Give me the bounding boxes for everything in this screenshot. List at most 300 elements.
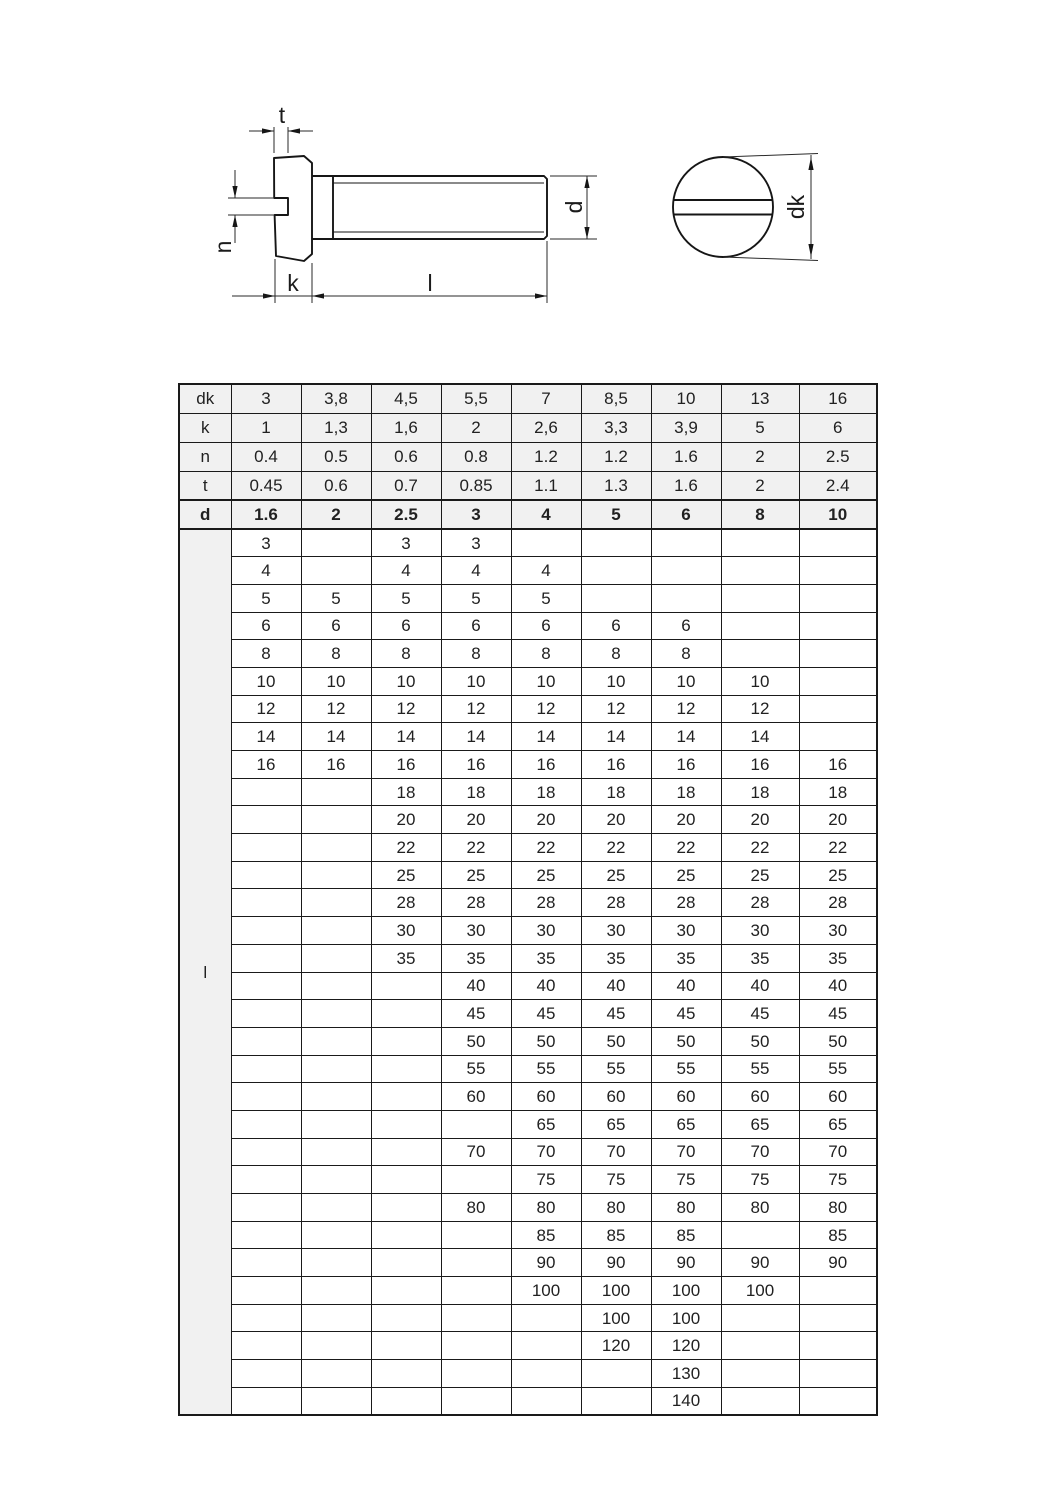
dimension-table-section <box>178 383 878 1416</box>
length-cell: 55 <box>441 1055 511 1083</box>
param-cell: 0.85 <box>441 471 511 500</box>
length-cell: 16 <box>371 751 441 779</box>
param-cell: 1.2 <box>511 442 581 471</box>
length-cell: 35 <box>511 944 581 972</box>
length-cell <box>301 1221 371 1249</box>
length-cell: 25 <box>799 861 877 889</box>
length-row <box>179 1249 877 1277</box>
length-cell <box>231 1221 301 1249</box>
param-cell: 0.45 <box>231 471 301 500</box>
length-cell: 6 <box>651 612 721 640</box>
length-cell <box>371 1000 441 1028</box>
length-cell <box>371 1166 441 1194</box>
length-cell: 14 <box>301 723 371 751</box>
length-cell: 10 <box>231 667 301 695</box>
dim-label-k: k <box>287 270 299 296</box>
diameter-cell: 6 <box>651 500 721 529</box>
length-cell: 100 <box>511 1277 581 1305</box>
length-cell: 14 <box>721 723 799 751</box>
length-cell <box>721 1360 799 1388</box>
length-cell: 12 <box>441 695 511 723</box>
length-cell <box>231 917 301 945</box>
length-cell <box>799 529 877 557</box>
length-cell: 70 <box>721 1138 799 1166</box>
length-cell: 28 <box>511 889 581 917</box>
param-cell: 2 <box>441 413 511 442</box>
length-cell <box>371 1055 441 1083</box>
length-cell <box>301 1083 371 1111</box>
length-cell <box>231 1083 301 1111</box>
length-cell: 90 <box>651 1249 721 1277</box>
length-cell <box>511 1304 581 1332</box>
length-cell <box>511 1360 581 1388</box>
length-cell: 20 <box>651 806 721 834</box>
length-cell: 6 <box>581 612 651 640</box>
length-cell: 5 <box>371 584 441 612</box>
length-cell: 22 <box>371 834 441 862</box>
length-cell <box>441 1221 511 1249</box>
length-cell: 90 <box>721 1249 799 1277</box>
param-cell: 13 <box>721 384 799 413</box>
length-cell: 50 <box>799 1027 877 1055</box>
length-cell: 18 <box>441 778 511 806</box>
length-cell <box>721 584 799 612</box>
length-cell: 16 <box>301 751 371 779</box>
param-row-t <box>179 471 877 500</box>
length-cell <box>371 1360 441 1388</box>
length-cell: 50 <box>651 1027 721 1055</box>
length-cell <box>301 1110 371 1138</box>
length-cell <box>371 1277 441 1305</box>
param-cell: 3,9 <box>651 413 721 442</box>
length-cell: 8 <box>511 640 581 668</box>
length-cell <box>799 1304 877 1332</box>
length-cell: 45 <box>581 1000 651 1028</box>
diameter-cell: 8 <box>721 500 799 529</box>
length-cell: 28 <box>651 889 721 917</box>
length-cell: 35 <box>799 944 877 972</box>
length-row <box>179 1110 877 1138</box>
length-cell <box>651 529 721 557</box>
param-cell: 2.4 <box>799 471 877 500</box>
length-cell: 30 <box>651 917 721 945</box>
dim-label-t: t <box>278 102 286 128</box>
length-cell: 4 <box>371 557 441 585</box>
length-row <box>179 1166 877 1194</box>
length-cell: 8 <box>581 640 651 668</box>
length-cell <box>231 1110 301 1138</box>
length-cell <box>231 1332 301 1360</box>
length-cell: 18 <box>721 778 799 806</box>
length-row <box>179 1138 877 1166</box>
length-cell <box>799 723 877 751</box>
length-cell <box>721 1387 799 1415</box>
length-cell: 10 <box>581 667 651 695</box>
length-cell <box>799 667 877 695</box>
length-cell: 20 <box>721 806 799 834</box>
length-cell: 10 <box>651 667 721 695</box>
length-cell: 6 <box>371 612 441 640</box>
length-cell: 3 <box>441 529 511 557</box>
length-cell <box>799 1332 877 1360</box>
length-cell: 10 <box>371 667 441 695</box>
length-cell <box>581 584 651 612</box>
length-cell <box>301 834 371 862</box>
length-cell <box>231 1360 301 1388</box>
param-cell: 0.8 <box>441 442 511 471</box>
length-cell <box>651 557 721 585</box>
length-cell <box>231 889 301 917</box>
row-label-k: k <box>179 413 231 442</box>
length-cell <box>301 861 371 889</box>
length-cell <box>441 1166 511 1194</box>
length-cell: 5 <box>511 584 581 612</box>
length-cell <box>581 1360 651 1388</box>
length-cell: 18 <box>371 778 441 806</box>
length-cell: 4 <box>511 557 581 585</box>
length-cell: 28 <box>799 889 877 917</box>
length-cell: 70 <box>511 1138 581 1166</box>
length-cell: 45 <box>511 1000 581 1028</box>
length-cell: 40 <box>441 972 511 1000</box>
length-cell <box>301 1387 371 1415</box>
length-cell: 10 <box>721 667 799 695</box>
length-cell <box>231 972 301 1000</box>
length-cell: 5 <box>231 584 301 612</box>
param-cell: 10 <box>651 384 721 413</box>
length-cell: 10 <box>301 667 371 695</box>
length-cell: 5 <box>301 584 371 612</box>
length-cell: 80 <box>721 1194 799 1222</box>
length-cell: 70 <box>441 1138 511 1166</box>
length-cell: 40 <box>721 972 799 1000</box>
length-row <box>179 557 877 585</box>
length-cell: 6 <box>231 612 301 640</box>
length-cell: 30 <box>441 917 511 945</box>
length-cell <box>301 917 371 945</box>
dk-dimension <box>723 154 818 261</box>
length-cell <box>231 1387 301 1415</box>
param-cell: 5 <box>721 413 799 442</box>
length-row <box>179 1221 877 1249</box>
length-cell <box>371 972 441 1000</box>
screw-head-outline <box>274 156 312 261</box>
length-cell <box>441 1249 511 1277</box>
length-row <box>179 1304 877 1332</box>
length-cell: 75 <box>651 1166 721 1194</box>
length-cell: 14 <box>651 723 721 751</box>
length-cell: 100 <box>651 1277 721 1305</box>
length-cell: 8 <box>441 640 511 668</box>
length-row <box>179 917 877 945</box>
length-cell: 8 <box>371 640 441 668</box>
length-cell: 16 <box>651 751 721 779</box>
length-cell <box>231 1194 301 1222</box>
length-row <box>179 1055 877 1083</box>
length-row <box>179 1194 877 1222</box>
param-cell: 6 <box>799 413 877 442</box>
length-row <box>179 723 877 751</box>
param-cell: 1,3 <box>301 413 371 442</box>
param-cell: 3 <box>231 384 301 413</box>
length-cell: 14 <box>371 723 441 751</box>
length-cell: 65 <box>721 1110 799 1138</box>
length-row <box>179 529 877 557</box>
length-cell: 90 <box>581 1249 651 1277</box>
length-cell <box>799 612 877 640</box>
length-cell: 25 <box>371 861 441 889</box>
length-cell: 12 <box>511 695 581 723</box>
length-row <box>179 751 877 779</box>
length-cell: 25 <box>581 861 651 889</box>
dim-label-n: n <box>210 240 236 254</box>
length-cell: 60 <box>799 1083 877 1111</box>
length-cell <box>301 1277 371 1305</box>
length-cell: 55 <box>721 1055 799 1083</box>
length-cell: 60 <box>581 1083 651 1111</box>
length-cell: 20 <box>441 806 511 834</box>
param-cell: 4,5 <box>371 384 441 413</box>
t-dimension <box>249 102 313 153</box>
length-cell: 22 <box>721 834 799 862</box>
length-cell: 30 <box>511 917 581 945</box>
k-l-dimensions <box>232 241 547 303</box>
length-cell <box>231 1000 301 1028</box>
length-cell: 16 <box>721 751 799 779</box>
length-cell: 12 <box>651 695 721 723</box>
length-cell: 20 <box>371 806 441 834</box>
length-row <box>179 640 877 668</box>
length-cell: 60 <box>651 1083 721 1111</box>
length-cell: 6 <box>441 612 511 640</box>
length-cell: 35 <box>441 944 511 972</box>
param-row-k <box>179 413 877 442</box>
length-cell: 10 <box>441 667 511 695</box>
length-cell <box>231 806 301 834</box>
length-cell: 130 <box>651 1360 721 1388</box>
length-cell: 28 <box>721 889 799 917</box>
param-cell: 0.6 <box>301 471 371 500</box>
diameter-cell: 10 <box>799 500 877 529</box>
length-cell: 18 <box>651 778 721 806</box>
length-cell: 40 <box>651 972 721 1000</box>
length-cell: 4 <box>231 557 301 585</box>
param-cell: 16 <box>799 384 877 413</box>
length-cell <box>441 1304 511 1332</box>
length-cell <box>651 584 721 612</box>
length-cell <box>301 1166 371 1194</box>
length-cell: 65 <box>799 1110 877 1138</box>
length-cell: 75 <box>581 1166 651 1194</box>
length-cell: 10 <box>511 667 581 695</box>
length-cell: 55 <box>651 1055 721 1083</box>
length-cell: 65 <box>651 1110 721 1138</box>
length-cell: 20 <box>799 806 877 834</box>
length-cell <box>301 557 371 585</box>
length-cell: 28 <box>581 889 651 917</box>
length-row <box>179 1360 877 1388</box>
length-cell <box>371 1110 441 1138</box>
length-cell: 70 <box>581 1138 651 1166</box>
length-cell <box>231 944 301 972</box>
length-cell <box>441 1360 511 1388</box>
length-cell <box>441 1110 511 1138</box>
length-cell: 3 <box>231 529 301 557</box>
length-cell <box>799 695 877 723</box>
length-cell <box>581 529 651 557</box>
diameter-cell: 3 <box>441 500 511 529</box>
length-cell: 30 <box>581 917 651 945</box>
length-cell: 60 <box>441 1083 511 1111</box>
param-row-d <box>179 500 877 529</box>
param-cell: 5,5 <box>441 384 511 413</box>
length-cell <box>441 1277 511 1305</box>
length-cell <box>721 1304 799 1332</box>
length-cell <box>301 1055 371 1083</box>
length-cell: 45 <box>799 1000 877 1028</box>
length-cell <box>231 861 301 889</box>
length-cell: 20 <box>581 806 651 834</box>
length-cell <box>371 1249 441 1277</box>
length-cell: 65 <box>581 1110 651 1138</box>
length-cell: 22 <box>581 834 651 862</box>
screw-side-view <box>210 102 597 303</box>
length-cell <box>799 1277 877 1305</box>
length-cell: 100 <box>651 1304 721 1332</box>
length-cell: 5 <box>441 584 511 612</box>
length-cell <box>721 529 799 557</box>
length-cell: 85 <box>651 1221 721 1249</box>
length-cell <box>799 1387 877 1415</box>
length-cell: 75 <box>511 1166 581 1194</box>
length-cell: 60 <box>511 1083 581 1111</box>
length-cell <box>301 1027 371 1055</box>
dim-label-d: d <box>561 200 587 214</box>
length-cell: 50 <box>441 1027 511 1055</box>
length-cell: 22 <box>511 834 581 862</box>
length-cell: 35 <box>581 944 651 972</box>
param-cell: 0.5 <box>301 442 371 471</box>
length-cell <box>371 1387 441 1415</box>
length-row <box>179 1083 877 1111</box>
row-label-n: n <box>179 442 231 471</box>
length-cell: 140 <box>651 1387 721 1415</box>
length-cell <box>721 557 799 585</box>
length-cell: 40 <box>581 972 651 1000</box>
length-cell <box>231 1055 301 1083</box>
length-cell: 55 <box>581 1055 651 1083</box>
param-cell: 1.6 <box>651 471 721 500</box>
param-cell: 1.6 <box>651 442 721 471</box>
length-cell: 28 <box>441 889 511 917</box>
length-cell: 22 <box>799 834 877 862</box>
param-cell: 7 <box>511 384 581 413</box>
length-cell: 12 <box>371 695 441 723</box>
length-cell <box>371 1027 441 1055</box>
length-cell: 100 <box>581 1304 651 1332</box>
length-cell: 12 <box>231 695 301 723</box>
param-cell: 3,8 <box>301 384 371 413</box>
n-dimension <box>210 170 274 253</box>
length-cell: 120 <box>581 1332 651 1360</box>
length-cell: 4 <box>441 557 511 585</box>
length-cell: 90 <box>511 1249 581 1277</box>
length-row <box>179 1000 877 1028</box>
length-row <box>179 667 877 695</box>
length-cell <box>231 778 301 806</box>
diameter-cell: 4 <box>511 500 581 529</box>
length-cell <box>231 834 301 862</box>
length-cell <box>301 889 371 917</box>
length-cell <box>799 1360 877 1388</box>
length-cell: 70 <box>799 1138 877 1166</box>
length-cell <box>301 1138 371 1166</box>
length-cell: 50 <box>511 1027 581 1055</box>
technical-drawing <box>0 0 1061 345</box>
length-cell: 14 <box>441 723 511 751</box>
length-cell: 80 <box>441 1194 511 1222</box>
length-row <box>179 584 877 612</box>
length-row <box>179 1387 877 1415</box>
row-label-d: d <box>179 500 231 529</box>
param-cell: 0.6 <box>371 442 441 471</box>
param-cell: 1.3 <box>581 471 651 500</box>
length-cell: 80 <box>511 1194 581 1222</box>
param-cell: 1.2 <box>581 442 651 471</box>
param-cell: 8,5 <box>581 384 651 413</box>
length-cell: 35 <box>371 944 441 972</box>
length-cell: 35 <box>721 944 799 972</box>
length-cell: 65 <box>511 1110 581 1138</box>
param-cell: 2 <box>721 442 799 471</box>
length-cell: 85 <box>799 1221 877 1249</box>
length-cell <box>301 1332 371 1360</box>
length-cell <box>371 1221 441 1249</box>
length-cell: 20 <box>511 806 581 834</box>
length-cell <box>371 1138 441 1166</box>
length-cell: 16 <box>441 751 511 779</box>
length-cell: 18 <box>511 778 581 806</box>
length-row <box>179 1027 877 1055</box>
length-cell <box>231 1249 301 1277</box>
param-cell: 2.5 <box>799 442 877 471</box>
length-cell: 16 <box>581 751 651 779</box>
length-cell <box>721 1332 799 1360</box>
length-cell <box>301 529 371 557</box>
param-cell: 1 <box>231 413 301 442</box>
length-row <box>179 612 877 640</box>
length-cell: 8 <box>301 640 371 668</box>
length-cell <box>231 1166 301 1194</box>
row-label-dk: dk <box>179 384 231 413</box>
length-cell: 8 <box>231 640 301 668</box>
screw-shank-outline <box>312 176 547 239</box>
length-cell <box>301 972 371 1000</box>
length-cell <box>371 1194 441 1222</box>
length-cell <box>301 944 371 972</box>
length-cell: 45 <box>721 1000 799 1028</box>
length-cell: 12 <box>721 695 799 723</box>
length-cell <box>371 1083 441 1111</box>
length-cell: 40 <box>799 972 877 1000</box>
length-cell <box>511 1332 581 1360</box>
length-cell: 28 <box>371 889 441 917</box>
length-section-label: l <box>179 529 231 1415</box>
length-cell: 75 <box>799 1166 877 1194</box>
length-cell <box>231 1027 301 1055</box>
length-cell <box>721 640 799 668</box>
length-cell: 60 <box>721 1083 799 1111</box>
